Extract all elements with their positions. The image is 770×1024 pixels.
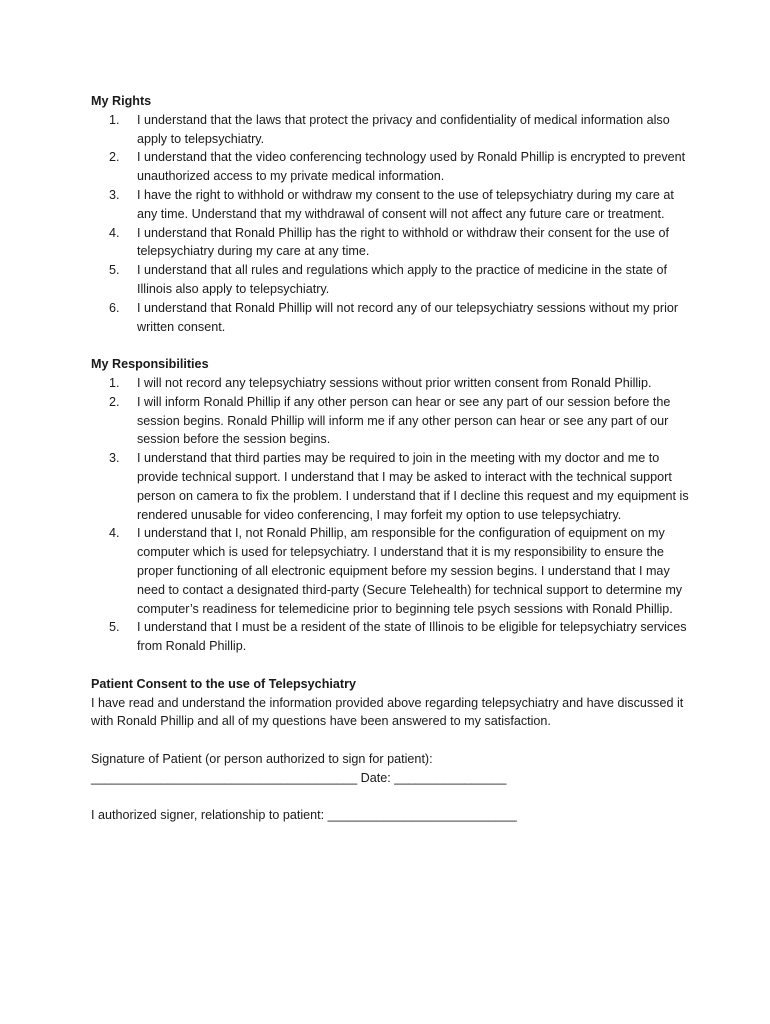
rights-heading: My Rights — [91, 94, 152, 108]
signer-relationship-line[interactable]: I authorized signer, relationship to patient: ___________________________ — [91, 808, 517, 823]
consent-heading: Patient Consent to the use of Telepsychiatry — [91, 676, 356, 691]
list-item: 5. I understand that all rules and regulations which apply to the practice of medicine in the state of Illinois also apply to telepsychiatry. — [109, 263, 667, 296]
list-item: 5. I understand that I must be a resident of the state of Illinois to be eligible for telepsychiatry services from Ronald Phillip. — [109, 620, 687, 654]
responsibilities-list — [91, 374, 691, 656]
list-item: 1. I understand that the laws that protect the privacy and confidentiality of medical information also apply to telepsychiatry. — [109, 112, 670, 146]
signature-date-line[interactable]: ______________________________________ Date: ________________ — [91, 770, 507, 785]
rights-list — [91, 111, 691, 337]
document-page — [91, 92, 691, 825]
responsibilities-heading: My Responsibilities — [91, 357, 209, 372]
consent-section — [91, 675, 691, 731]
rights-section — [91, 92, 691, 336]
signature-section — [91, 750, 691, 788]
list-item: 2. I will inform Ronald Phillip if any other person can hear or see any part of our session before the session begins. Ronald Phillip will inform me if any other person can hear or see any part of our session before the session begins. — [109, 394, 671, 447]
list-item: 3. I have the right to withhold or withdraw my consent to the use of telepsychiatry during my care at any time. Understand that my withdrawal of consent will not affect any future care or treatment. — [109, 187, 674, 221]
list-item: 1. I will not record any telepsychiatry sessions without prior written consent from Ronald Phillip. — [109, 375, 652, 390]
list-item: 4. I understand that Ronald Phillip has the right to withhold or withdraw their consent for the use of telepsychiatry during my care at any time. — [109, 225, 670, 259]
signer-section — [91, 806, 691, 825]
list-item: 2. I understand that the video conferencing technology used by Ronald Phillip is encrypted to prevent unauthorized access to my private medical information. — [109, 150, 686, 184]
list-item: 6. I understand that Ronald Phillip will not record any of our telepsychiatry sessions without my prior written consent. — [109, 300, 679, 334]
consent-text: I have read and understand the information provided above regarding telepsychiatry and have discussed it with Ronald Phillip and all of my questions have been answered to my satisfaction. — [91, 695, 684, 729]
list-item: 4. I understand that I, not Ronald Phillip, am responsible for the configuration of equipment on my computer which is used for telepsychiatry. I understand that it is my responsibility to ensure the proper functioning of all electronic equipment before my session begins. I understand that I may need to contact a designated third-party (Secure Telehealth) for technical support to determine my computer’s readiness for telemedicine prior to beginning tele psych sessions with Ronald Phillip. — [109, 526, 683, 616]
list-item: 3. I understand that third parties may be required to join in the meeting with my doctor and me to provide technical support. I understand that I may be asked to interact with the technical support person on camera to fix the problem. I understand that if I decline this request and my equipment is rendered unusable for video conferencing, I may forfeit my option to use telepsychiatry. — [109, 451, 689, 522]
signature-label: Signature of Patient (or person authorized to sign for patient): — [91, 751, 433, 766]
responsibilities-section — [91, 355, 691, 656]
